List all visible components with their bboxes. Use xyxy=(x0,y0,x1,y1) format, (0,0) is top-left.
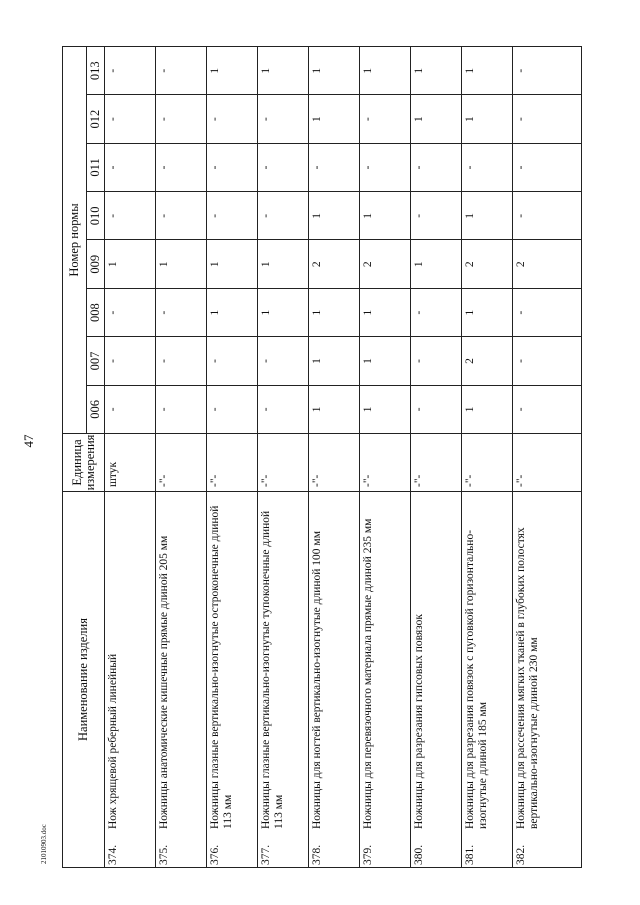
norm-value-cell: - xyxy=(411,288,462,336)
table-row xyxy=(258,47,309,868)
item-name-cell xyxy=(207,492,258,868)
row-number: 381. xyxy=(464,844,477,865)
norm-value-cell: - xyxy=(156,337,207,385)
norm-value-cell: 2 xyxy=(462,337,513,385)
unit-cell: -"- xyxy=(462,434,513,492)
row-number: 375. xyxy=(158,844,171,865)
norm-value-cell: - xyxy=(513,337,582,385)
norm-value-cell: - xyxy=(513,143,582,191)
norm-value-cell: - xyxy=(105,337,156,385)
norm-value-cell: 1 xyxy=(462,95,513,143)
row-number: 379. xyxy=(362,844,375,865)
norm-value-cell: - xyxy=(207,95,258,143)
norm-value-cell: 2 xyxy=(360,240,411,288)
norm-value-cell: - xyxy=(156,192,207,240)
norm-value-cell: 1 xyxy=(411,47,462,95)
norm-value-cell: - xyxy=(513,95,582,143)
norm-value-cell: 1 xyxy=(309,192,360,240)
norm-value-cell: - xyxy=(411,385,462,433)
norm-value-cell: - xyxy=(258,337,309,385)
norm-value-cell: 2 xyxy=(309,240,360,288)
item-name: Ножницы для разрезания гипсовых повязок xyxy=(413,614,426,829)
norm-value-cell: - xyxy=(156,95,207,143)
norm-value-cell: 1 xyxy=(156,240,207,288)
page-number: 47 xyxy=(21,434,36,448)
norm-value-cell: - xyxy=(258,385,309,433)
norm-value-cell: - xyxy=(156,47,207,95)
table-row xyxy=(156,47,207,868)
norm-value-cell: 1 xyxy=(462,47,513,95)
norm-value-cell: - xyxy=(513,385,582,433)
item-name: Ножницы для перевязочного материала прямые длиной 235 мм xyxy=(362,518,375,829)
item-name-cell xyxy=(258,492,309,868)
item-name-cell xyxy=(513,492,582,868)
table-row xyxy=(411,47,462,868)
document-footer-code: 21010903.doc xyxy=(40,824,48,864)
norm-value-cell: - xyxy=(411,143,462,191)
item-name: Ножницы для ногтей вертикально-изогнутые длиной 100 мм xyxy=(311,531,324,829)
column-group-header-norm: Номер нормы xyxy=(63,47,87,434)
norm-value-cell: 1 xyxy=(207,47,258,95)
row-number: 382. xyxy=(515,844,528,865)
norm-value-cell: 1 xyxy=(258,240,309,288)
norm-value-cell: - xyxy=(105,143,156,191)
norm-code-header: 007 xyxy=(87,337,105,385)
norm-value-cell: - xyxy=(105,47,156,95)
norm-value-cell: - xyxy=(258,192,309,240)
norm-value-cell: 1 xyxy=(105,240,156,288)
table-row xyxy=(513,47,582,868)
norm-value-cell: 1 xyxy=(207,240,258,288)
norm-value-cell: - xyxy=(258,143,309,191)
column-header-unit: Единица измерения xyxy=(63,434,105,492)
norm-value-cell: - xyxy=(411,337,462,385)
item-name-cell xyxy=(105,492,156,868)
row-number: 377. xyxy=(260,844,273,865)
norm-value-cell: 1 xyxy=(360,385,411,433)
norm-value-cell: - xyxy=(462,143,513,191)
unit-cell: -"- xyxy=(411,434,462,492)
norm-value-cell: - xyxy=(360,143,411,191)
norm-value-cell: 1 xyxy=(411,95,462,143)
norm-value-cell: 1 xyxy=(360,288,411,336)
norm-value-cell: - xyxy=(105,288,156,336)
unit-cell: -"- xyxy=(513,434,582,492)
item-name-cell xyxy=(156,492,207,868)
unit-cell: -"- xyxy=(309,434,360,492)
item-name: Ножницы для разрезания повязок с пуговкой горизонтально-изогнутые длиной 185 мм xyxy=(464,529,490,829)
unit-cell: -"- xyxy=(258,434,309,492)
table-row xyxy=(309,47,360,868)
norm-value-cell: 1 xyxy=(309,95,360,143)
unit-cell: -"- xyxy=(207,434,258,492)
rotated-table-sheet xyxy=(62,46,582,868)
norm-value-cell: 1 xyxy=(360,337,411,385)
norm-value-cell: - xyxy=(513,192,582,240)
norm-value-cell: 1 xyxy=(207,288,258,336)
unit-cell: -"- xyxy=(156,434,207,492)
norm-value-cell: - xyxy=(156,288,207,336)
norm-value-cell: 2 xyxy=(513,240,582,288)
norm-value-cell: - xyxy=(258,95,309,143)
item-name-cell xyxy=(360,492,411,868)
item-name: Ножницы глазные вертикально-изогнутые тупоконечные длиной 113 мм xyxy=(260,510,286,829)
norm-value-cell: 1 xyxy=(360,192,411,240)
norm-value-cell: - xyxy=(411,192,462,240)
norm-value-cell: 1 xyxy=(411,240,462,288)
norm-code-header: 013 xyxy=(87,47,105,95)
norm-value-cell: 1 xyxy=(360,47,411,95)
norm-value-cell: - xyxy=(207,385,258,433)
item-name-cell xyxy=(462,492,513,868)
table-row xyxy=(360,47,411,868)
norm-value-cell: - xyxy=(207,192,258,240)
norm-value-cell: - xyxy=(360,95,411,143)
table-row xyxy=(462,47,513,868)
norm-value-cell: - xyxy=(105,385,156,433)
norm-value-cell: - xyxy=(513,288,582,336)
norm-value-cell: - xyxy=(207,337,258,385)
norm-code-header: 006 xyxy=(87,385,105,433)
norm-value-cell: 2 xyxy=(462,240,513,288)
norm-code-header: 010 xyxy=(87,192,105,240)
item-name: Ножницы анатомические кишечные прямые длиной 205 мм xyxy=(158,535,171,829)
table-row xyxy=(105,47,156,868)
norm-value-cell: 1 xyxy=(309,385,360,433)
row-number: 376. xyxy=(209,844,222,865)
norm-code-header: 009 xyxy=(87,240,105,288)
unit-cell: штук xyxy=(105,434,156,492)
norm-value-cell: 1 xyxy=(309,288,360,336)
table-row xyxy=(207,47,258,868)
norm-code-header: 011 xyxy=(87,143,105,191)
unit-cell: -"- xyxy=(360,434,411,492)
row-number: 374. xyxy=(107,844,119,865)
item-name-cell xyxy=(309,492,360,868)
norm-value-cell: 1 xyxy=(309,47,360,95)
norm-code-header: 012 xyxy=(87,95,105,143)
row-number: 380. xyxy=(413,844,426,865)
column-header-name: Наименование изделия xyxy=(63,492,105,868)
item-name: Нож хрящевой реберный линейный xyxy=(107,653,119,829)
equipment-norms-table xyxy=(62,46,582,868)
norm-value-cell: 1 xyxy=(462,192,513,240)
row-number: 378. xyxy=(311,844,324,865)
item-name: Ножницы глазные вертикально-изогнутые остроконечные длиной 113 мм xyxy=(209,505,235,829)
norm-value-cell: - xyxy=(513,47,582,95)
item-name: Ножницы для рассечения мягких тканей в глубоких полостях вертикально-изогнутые длиной 230 мм xyxy=(515,527,541,829)
norm-value-cell: 1 xyxy=(309,337,360,385)
norm-value-cell: - xyxy=(207,143,258,191)
norm-code-header: 008 xyxy=(87,288,105,336)
norm-value-cell: 1 xyxy=(258,288,309,336)
item-name-cell xyxy=(411,492,462,868)
norm-value-cell: - xyxy=(309,143,360,191)
norm-value-cell: - xyxy=(156,143,207,191)
norm-value-cell: 1 xyxy=(462,385,513,433)
norm-value-cell: 1 xyxy=(258,47,309,95)
norm-value-cell: - xyxy=(105,192,156,240)
norm-value-cell: 1 xyxy=(462,288,513,336)
norm-value-cell: - xyxy=(156,385,207,433)
norm-value-cell: - xyxy=(105,95,156,143)
